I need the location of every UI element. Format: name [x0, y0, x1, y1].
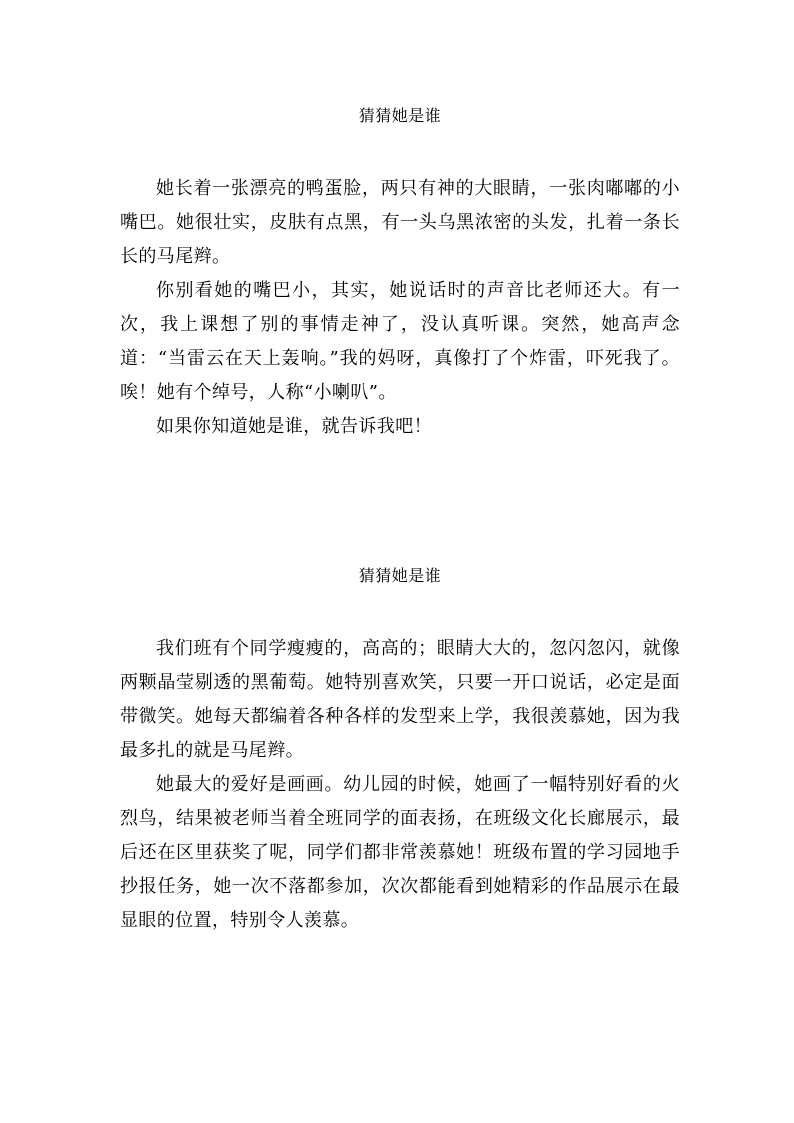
essay-2 — [120, 564, 680, 938]
essay-2-paragraph-1: 我们班有个同学瘦瘦的，高高的；眼睛大大的，忽闪忽闪，就像两颗晶莹剔透的黑葡萄。她特别喜欢笑，只要一开口说话，必定是面带微笑。她每天都编着各种各样的发型来上学，我很羡慕她，因为我最多扎的就是马尾辫。 — [120, 638, 680, 761]
essay-1-paragraph-2: 你别看她的嘴巴小，其实，她说话时的声音比老师还大。有一次，我上课想了别的事情走神了，没认真听课。突然，她高声念道：“当雷云在天上轰响。”我的妈呀，真像打了个炸雷，吓死我了。唉！她有个绰号，人称“小喇叭”。 — [120, 280, 680, 403]
essay-1 — [120, 104, 680, 444]
essay-2-paragraph-2: 她最大的爱好是画画。幼儿园的时候，她画了一幅特别好看的火烈鸟，结果被老师当着全班同学的面表扬，在班级文化长廊展示，最后还在区里获奖了呢，同学们都非常羡慕她！班级布置的学习园地手抄报任务，她一次不落都参加，次次都能看到她精彩的作品展示在最显眼的位置，特别令人羡慕。 — [120, 774, 680, 931]
essay-2-title: 猜猜她是谁 — [358, 566, 442, 585]
essay-1-paragraph-1: 她长着一张漂亮的鸭蛋脸，两只有神的大眼睛，一张肉嘟嘟的小嘴巴。她很壮实，皮肤有点黑，有一头乌黑浓密的头发，扎着一条长长的马尾辫。 — [120, 178, 680, 267]
essay-1-paragraph-3: 如果你知道她是谁，就告诉我吧！ — [156, 416, 432, 437]
essay-1-title: 猜猜她是谁 — [358, 106, 442, 125]
